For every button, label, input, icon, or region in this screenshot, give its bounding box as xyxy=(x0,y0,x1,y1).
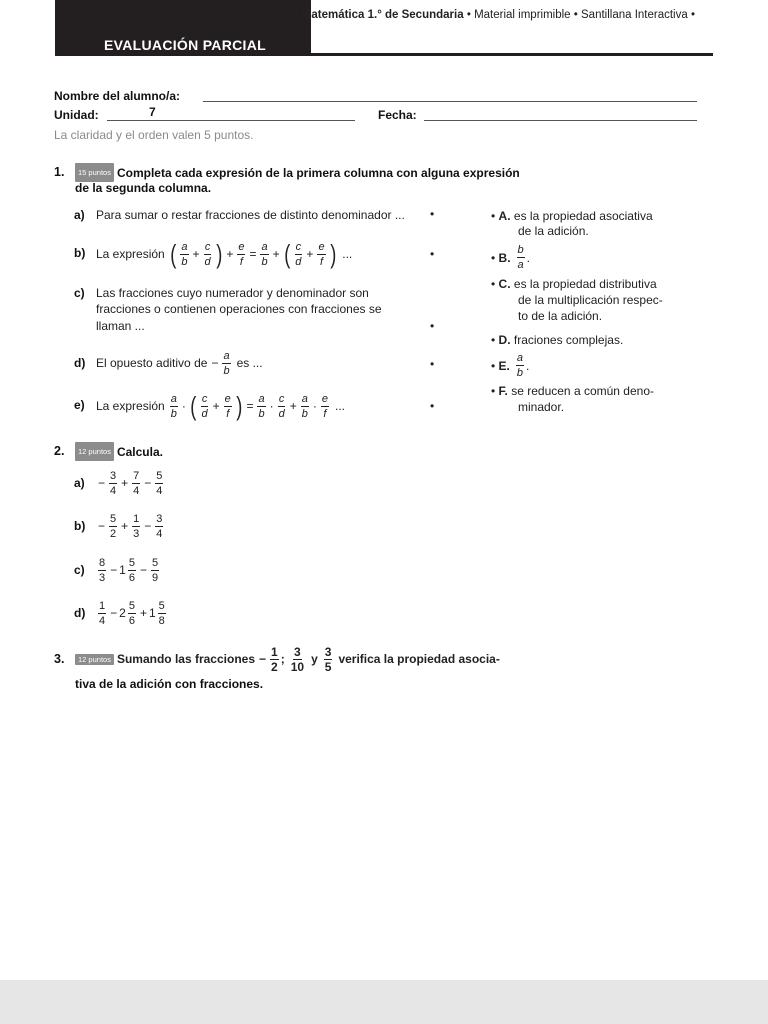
footer-bar xyxy=(0,980,768,1024)
option-b[interactable]: • B. $\frac{b}{a}$ . xyxy=(491,244,531,271)
calc-c-expression: $\frac{8}{3}$ − 1 $\frac{5}{6}$ − $\frac{5}{9}$ xyxy=(99,556,159,584)
question-3-line2: tiva de la adición con fracciones. xyxy=(75,677,264,691)
option-f-line2: minador. xyxy=(518,400,565,414)
option-a-line2: de la adición. xyxy=(518,224,589,238)
points-badge: 15 puntos xyxy=(75,163,114,182)
question-1-line1: Completa cada expresión de la primera columna con alguna expresión xyxy=(116,166,520,180)
item-d-letter: d) xyxy=(74,356,86,370)
match-dot-c[interactable]: • xyxy=(430,319,435,333)
unit-line[interactable] xyxy=(107,120,355,121)
match-dot-e[interactable]: • xyxy=(430,399,435,413)
student-name-label: Nombre del alumno/a: xyxy=(54,89,181,103)
footer-book: Matemática 1.° de Secundaria xyxy=(301,9,464,21)
option-f[interactable]: • F. se reducen a común deno- xyxy=(491,384,654,398)
option-c-line3: to de la adición. xyxy=(518,309,603,323)
option-c[interactable]: • C. es la propiedad distributiva xyxy=(491,277,657,291)
match-dot-d[interactable]: • xyxy=(430,357,435,371)
grading-note: La claridad y el orden valen 5 puntos. xyxy=(54,128,254,142)
item-b-expression: La expresión ( $\frac{a}{b}$ + $\frac{c}{d}$ ) + $\frac{e}{f}$ = $\frac{a}{b}$ + ( $\frac{c}{d}$ + $\frac{e}{f}$ ) ... xyxy=(96,239,353,269)
date-line[interactable] xyxy=(424,120,697,121)
footer-material: Material imprimible xyxy=(474,9,571,21)
item-c-line2: fracciones o contienen operaciones con fracciones se xyxy=(96,302,382,316)
item-a-text: Para sumar o restar fracciones de distinto denominador ... xyxy=(96,208,405,222)
question-1-number: 1. xyxy=(54,165,65,179)
match-dot-b[interactable]: • xyxy=(430,247,435,261)
item-c-line1: Las fracciones cuyo numerador y denominador son xyxy=(96,286,369,300)
item-d-expression: El opuesto aditivo de − $\frac{a}{b}$ es ... xyxy=(96,349,263,377)
unit-value: 7 xyxy=(149,105,156,119)
item-e-letter: e) xyxy=(74,398,85,412)
item-e-expression: La expresión $\frac{a}{b}$ · ( $\frac{c}{d}$ + $\frac{e}{f}$ ) = $\frac{a}{b}$ · $\frac{c}{d}$ + $\frac{a}{b}$ · $\frac{e}{f}$ ... xyxy=(96,391,345,421)
item-e-tail: ... xyxy=(334,399,345,413)
footer-text: • Matemática 1.° de Secundaria • Material imprimible • Santillana Interactiva • xyxy=(294,9,695,21)
question-3-number: 3. xyxy=(54,652,65,666)
item-a-letter: a) xyxy=(74,208,85,222)
footer-publisher: Santillana Interactiva xyxy=(581,9,688,21)
date-label: Fecha: xyxy=(378,108,417,122)
item-e-text: La expresión xyxy=(96,399,165,413)
calc-b-expression: − $\frac{5}{2}$ + $\frac{1}{3}$ − $\frac{3}{4}$ xyxy=(98,512,163,540)
match-dot-a[interactable]: • xyxy=(430,207,435,221)
option-d[interactable]: • D. fraciones complejas. xyxy=(491,333,624,347)
question-2-number: 2. xyxy=(54,444,65,458)
points-badge: 12 puntos xyxy=(75,654,114,665)
calc-c-letter: c) xyxy=(74,563,85,577)
item-d-text: El opuesto aditivo de xyxy=(96,356,208,370)
header-rule xyxy=(55,53,713,56)
item-d-tail: es ... xyxy=(236,356,263,370)
item-b-letter: b) xyxy=(74,246,86,260)
page-title: EVALUACIÓN PARCIAL xyxy=(104,37,266,53)
option-e[interactable]: • E. $\frac{a}{b}$ . xyxy=(491,352,530,379)
calc-a-expression: − $\frac{3}{4}$ + $\frac{7}{4}$ − $\frac{5}{4}$ xyxy=(98,469,163,497)
points-badge: 12 puntos xyxy=(75,442,114,461)
calc-b-letter: b) xyxy=(74,519,86,533)
item-c-letter: c) xyxy=(74,286,85,300)
item-b-tail: ... xyxy=(342,247,353,261)
item-b-text: La expresión xyxy=(96,247,165,261)
student-name-line[interactable] xyxy=(203,101,697,102)
question-1-line2: de la segunda columna. xyxy=(75,181,212,195)
unit-label: Unidad: xyxy=(54,108,99,122)
calc-d-expression: $\frac{1}{4}$ − 2 $\frac{5}{6}$ + 1 $\frac{5}{8}$ xyxy=(99,599,165,627)
option-a[interactable]: • A. es la propiedad asociativa xyxy=(491,209,653,223)
option-c-line2: de la multiplicación respec- xyxy=(518,293,663,307)
calc-d-letter: d) xyxy=(74,606,86,620)
question-3-text: 12 puntos Sumando las fracciones − $\frac{1}{2}$ ; $\frac{3}{10}$ y $\frac{3}{5}$ verifica la propiedad asocia- xyxy=(75,643,500,675)
item-c-line3: llaman ... xyxy=(96,319,145,333)
calc-a-letter: a) xyxy=(74,476,85,490)
question-2-text: 12 puntos Calcula. xyxy=(75,442,163,461)
